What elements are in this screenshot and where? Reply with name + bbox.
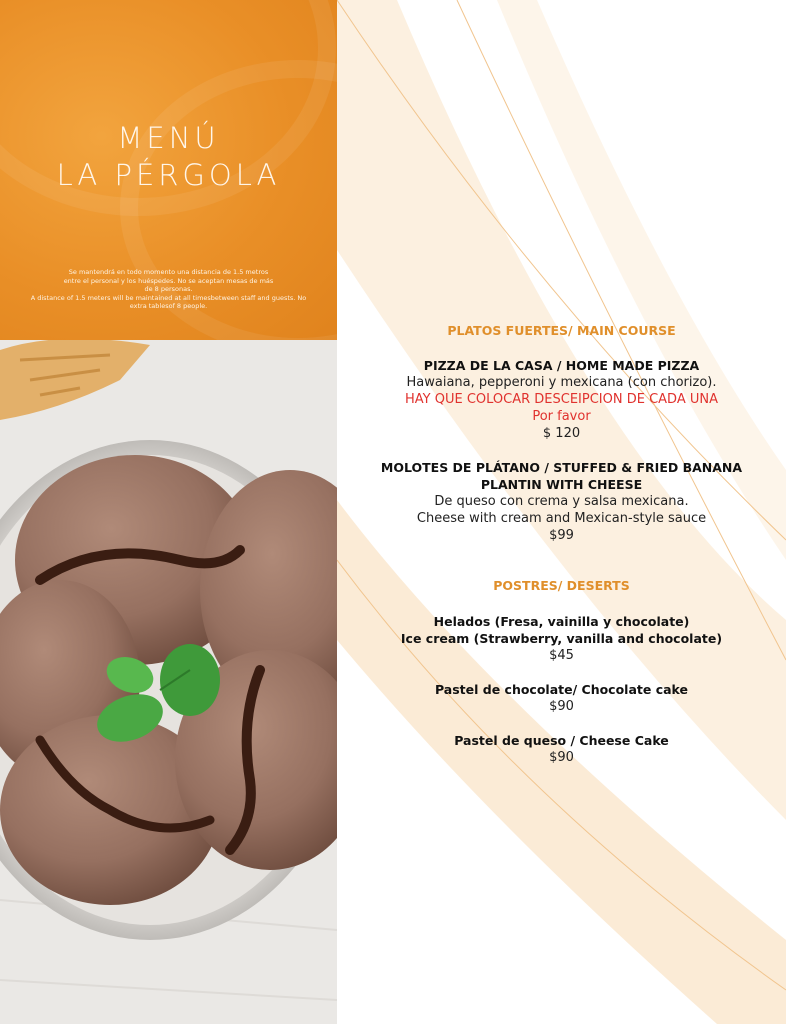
item-price: $90 <box>549 750 574 765</box>
notice-en-line: extra tablesof 8 people. <box>129 302 208 311</box>
item-name: Helados (Fresa, vainilla y chocolate) <box>433 614 690 629</box>
notice-es-line: entre el personal y los huéspedes. No se aceptan mesas de más <box>63 276 274 285</box>
menu-title-line1: MENÚ <box>117 121 220 155</box>
item-description: Cheese with cream and Mexican-style sauce <box>416 511 707 526</box>
menu-title-line2: LA PÉRGOLA <box>56 158 281 192</box>
menu-content <box>337 0 786 1024</box>
item-name: MOLOTES DE PLÁTANO / STUFFED & FRIED BANANA <box>380 460 743 475</box>
menu-title <box>0 120 337 194</box>
item-description: Hawaiana, pepperoni y mexicana (con chorizo). <box>406 375 717 390</box>
item-price: $ 120 <box>542 426 581 441</box>
item-price: $99 <box>549 528 574 543</box>
section-title-desserts: POSTRES/ DESERTS <box>493 578 630 593</box>
item-price: $90 <box>549 699 574 714</box>
item-name: PIZZA DE LA CASA / HOME MADE PIZZA <box>423 358 700 373</box>
ice-cream-photo <box>0 340 337 1024</box>
item-name: Pastel de queso / Cheese Cake <box>454 733 669 748</box>
menu-item-ice-cream <box>337 613 786 664</box>
item-name: Ice cream (Strawberry, vanilla and chocolate) <box>400 631 723 646</box>
notice-en-line: A distance of 1.5 meters will be maintained at all timesbetween staff and guests. No <box>30 293 307 302</box>
notice-es-line: Se mantendrá en todo momento una distancia de 1.5 metros <box>68 268 269 276</box>
menu-item-molotes <box>337 459 786 544</box>
menu-item-pizza <box>337 357 786 442</box>
ice-cream-illustration <box>0 340 337 1024</box>
item-description: De queso con crema y salsa mexicana. <box>434 494 689 509</box>
header-panel <box>0 0 337 340</box>
notice-es-line: de 8 personas. <box>144 285 193 294</box>
menu-item-chocolate-cake <box>337 681 786 715</box>
item-price: $45 <box>549 648 574 663</box>
distancing-notice <box>6 268 331 311</box>
section-title-main-course: PLATOS FUERTES/ MAIN COURSE <box>447 323 676 338</box>
item-name: Pastel de chocolate/ Chocolate cake <box>434 682 689 697</box>
item-note: HAY QUE COLOCAR DESCEIPCION DE CADA UNA <box>405 392 718 407</box>
item-name: PLANTIN WITH CHEESE <box>480 477 643 492</box>
menu-item-cheese-cake <box>337 732 786 766</box>
item-note: Por favor <box>532 409 591 424</box>
